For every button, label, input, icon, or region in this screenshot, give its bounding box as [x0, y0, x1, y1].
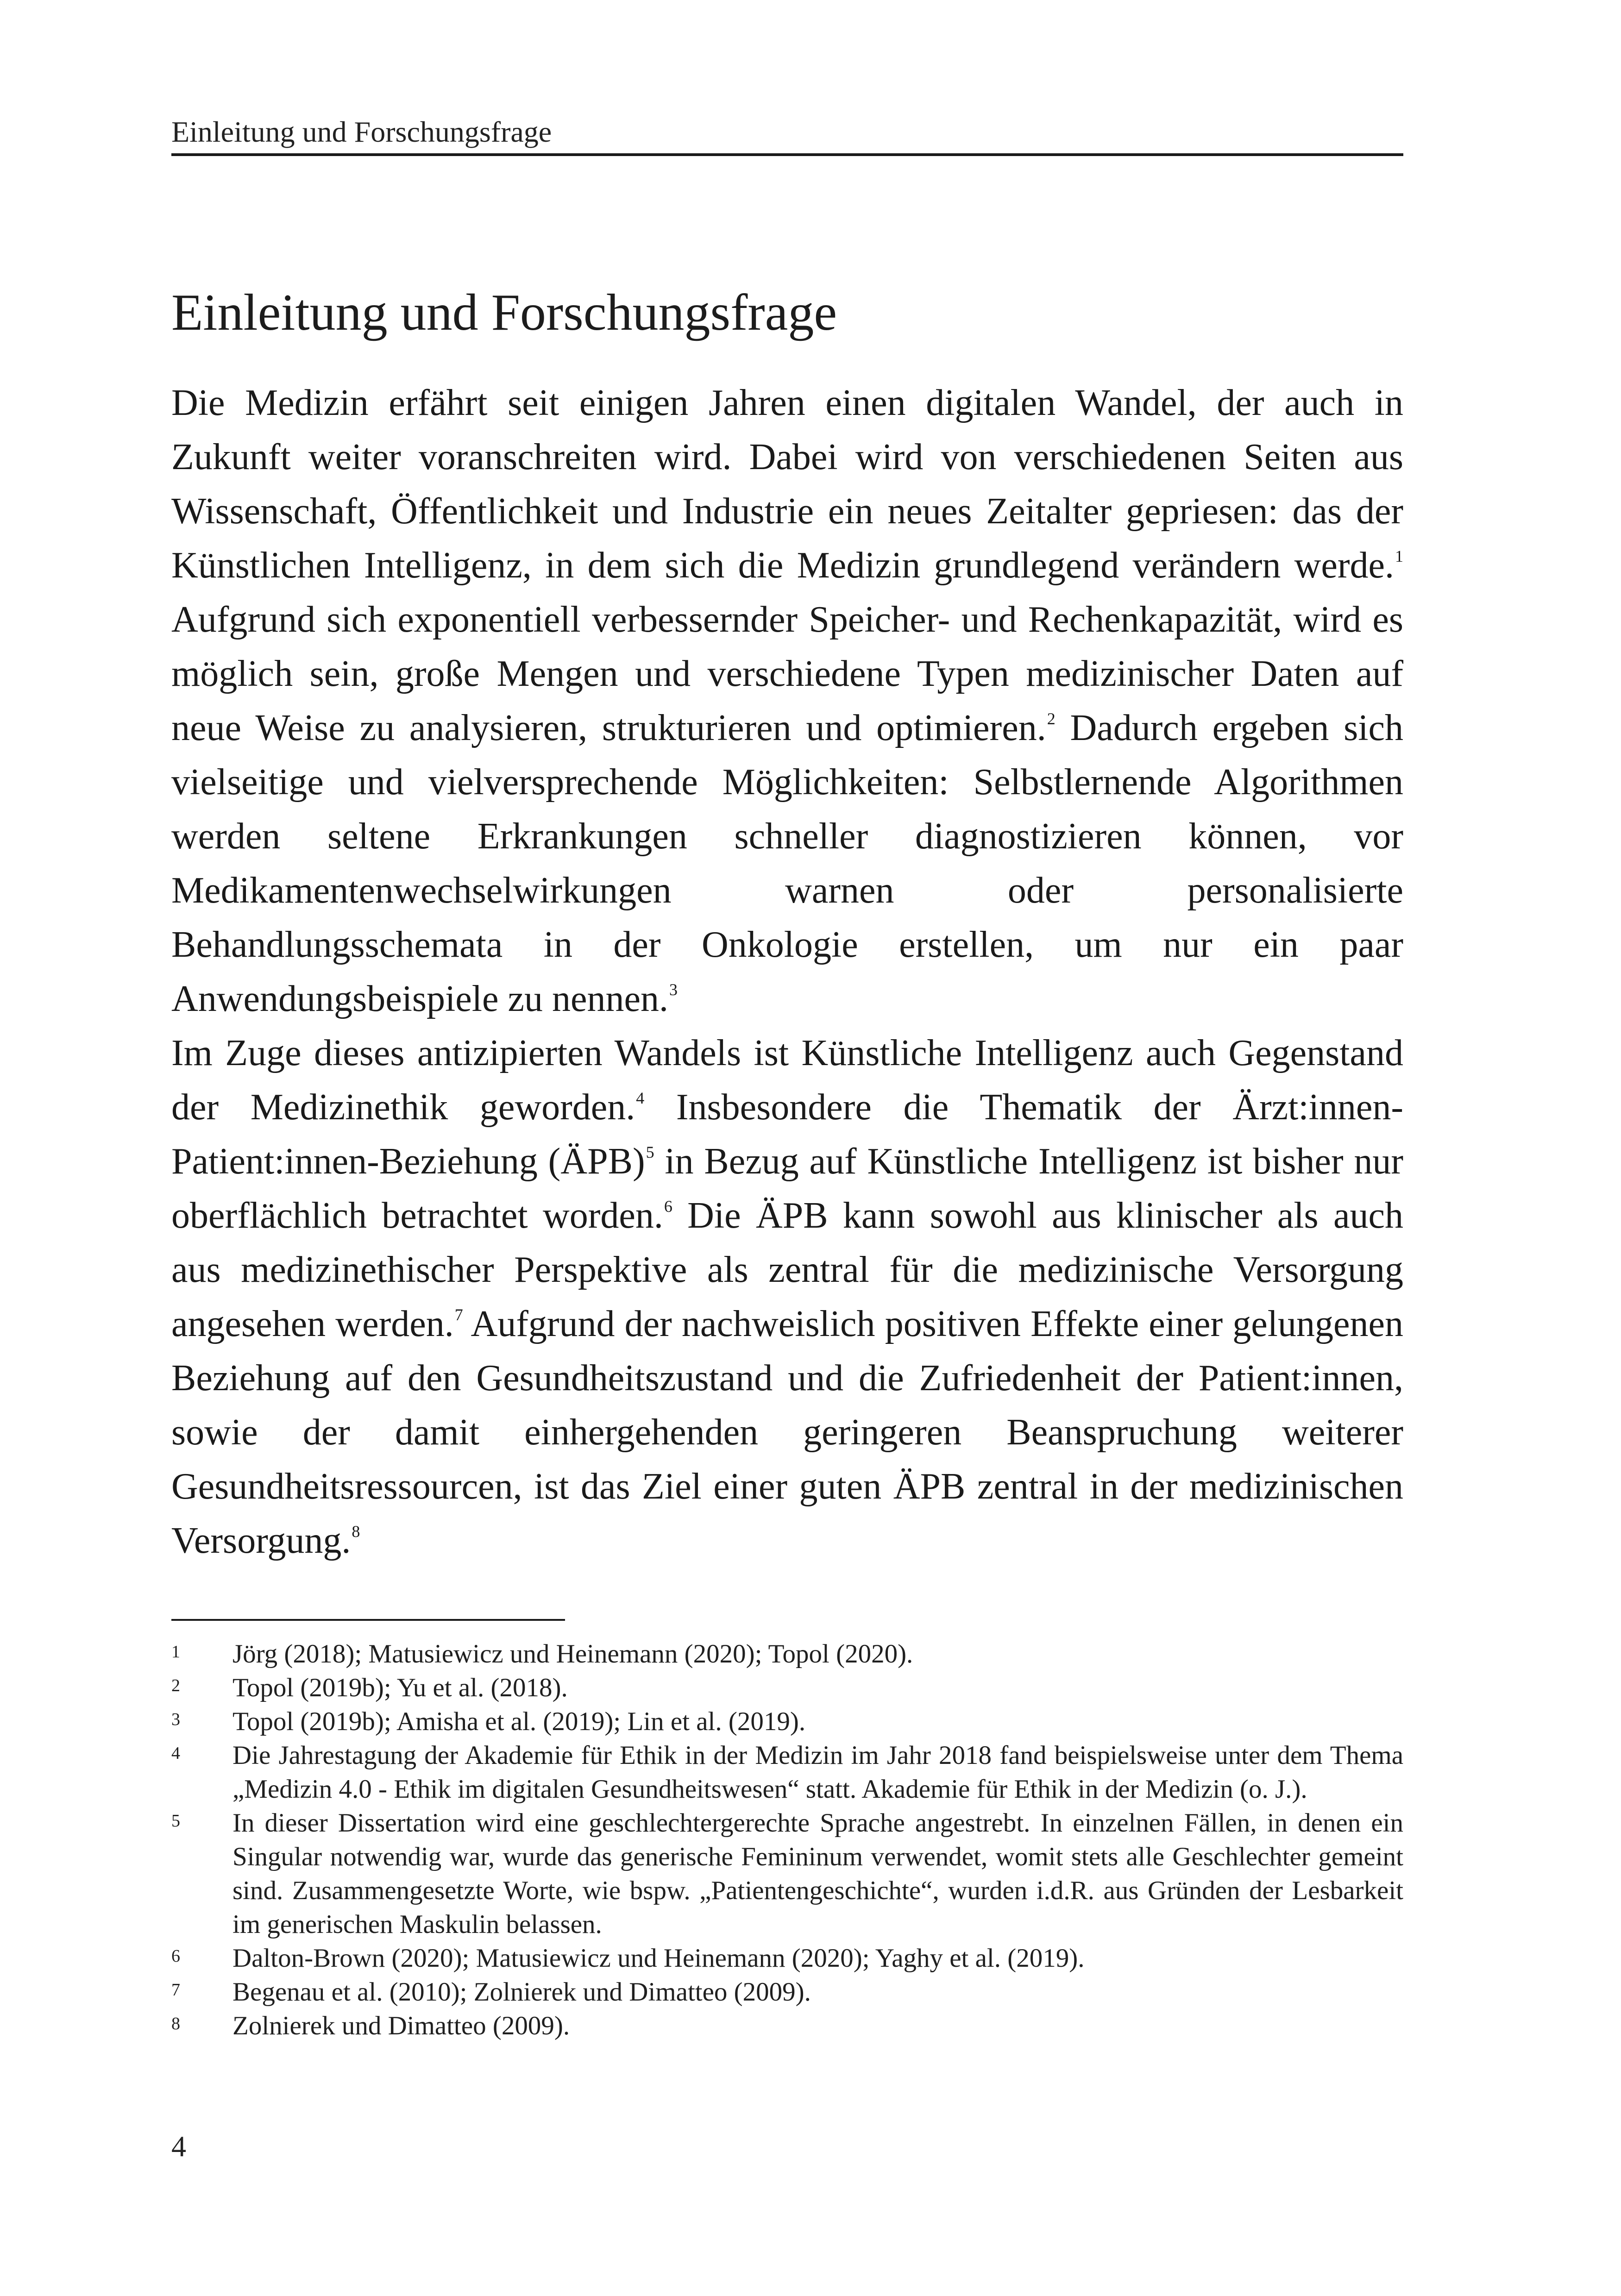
footnote-ref-3[interactable]: 3 [669, 980, 678, 999]
footnote-5 [171, 1806, 1403, 1941]
paragraph-2 [171, 1026, 1403, 1568]
running-header: Einleitung und Forschungsfrage [171, 115, 552, 148]
footnote-ref-6[interactable]: 6 [664, 1197, 672, 1216]
paragraph-2-text: in Bezug auf Künstliche Intelligenz ist bisher nur oberflächlich betrachtet worden. [171, 1141, 1403, 1236]
footnote-number: 7 [171, 1980, 180, 2000]
footnote-7 [171, 1975, 1403, 2009]
footnote-ref-1[interactable]: 1 [1395, 546, 1403, 565]
footnote-text: Begenau et al. (2010); Zolnierek und Dimatteo (2009). [232, 1977, 811, 2007]
footnote-number: 5 [171, 1811, 180, 1831]
chapter-title: Einleitung und Forschungsfrage [171, 284, 837, 341]
footnote-ref-8[interactable]: 8 [352, 1522, 360, 1541]
footnote-rule [171, 1619, 565, 1621]
footnote-text: Jörg (2018); Matusiewicz und Heinemann (2020); Topol (2020). [232, 1639, 913, 1669]
paragraph-2-text: Im Zuge dieses antizipierten Wandels ist Künstliche Intelligenz auch Gegenstand der Medizinethik geworden. [171, 1033, 1403, 1128]
footnote-ref-4[interactable]: 4 [636, 1088, 645, 1107]
footnote-ref-2[interactable]: 2 [1047, 709, 1056, 728]
paragraph-2-text: Die ÄPB kann sowohl aus klinischer als auch aus medizinethischer Perspektive als zentral für die medizinische Versorgung angesehen werden. [171, 1195, 1403, 1344]
footnote-1 [171, 1637, 1403, 1671]
paragraph-1-text: Aufgrund sich exponentiell verbessernder Speicher- und Rechenkapazität, wird es möglich sein, große Mengen und verschiedene Typen medizinischer Daten auf neue Weise zu analysieren, strukturieren und optimieren. [171, 599, 1403, 748]
footnote-8 [171, 2009, 1403, 2043]
body-text [171, 376, 1403, 1568]
footnote-text: Die Jahrestagung der Akademie für Ethik in der Medizin im Jahr 2018 fand beispielsweise unter dem Thema „Medizin 4.0 - Ethik im digitalen Gesundheitswesen“ statt. Akademie für Ethik in der Medizin (o. J.). [232, 1741, 1403, 1804]
footnote-2 [171, 1671, 1403, 1705]
footnote-ref-7[interactable]: 7 [454, 1305, 463, 1324]
footnote-number: 3 [171, 1710, 180, 1729]
footnote-number: 1 [171, 1642, 180, 1662]
paragraph-1-text: Die Medizin erfährt seit einigen Jahren einen digitalen Wandel, der auch in Zukunft weiter voranschreiten wird. Dabei wird von verschiedenen Seiten aus Wissenschaft, Öffentlichkeit und Industrie ein neues Zeitalter gepriesen: das der Künstlichen Intelligenz, in dem sich die Medizin grundlegend verändern werde. [171, 383, 1403, 586]
footnote-6 [171, 1941, 1403, 1975]
paragraph-1-text: Dadurch ergeben sich vielseitige und vielversprechende Möglichkeiten: Selbstlernende Algorithmen werden seltene Erkrankungen schneller diagnostizieren können, vor Medikamentenwechselwirkungen warnen oder personalisierte Behandlungsschemata in der Onkologie erstellen, um nur ein paar Anwendungsbeispiele zu nennen. [171, 708, 1404, 1019]
footnote-ref-5[interactable]: 5 [646, 1142, 654, 1161]
paragraph-2-text: Insbesondere die Thematik der Ärzt:innen-Patient:innen-Beziehung (ÄPB) [171, 1087, 1403, 1182]
footnote-text: Topol (2019b); Yu et al. (2018). [232, 1673, 568, 1702]
paragraph-2-text: Aufgrund der nachweislich positiven Effekte einer gelungenen Beziehung auf den Gesundheitszustand und die Zufriedenheit der Patient:innen, sowie der damit einhergehenden geringeren Beanspruchung weiterer Gesundheitsressourcen, ist das Ziel einer guten ÄPB zentral in der medizinischen Versorgung. [171, 1304, 1403, 1561]
footnote-text: In dieser Dissertation wird eine geschlechtergerechte Sprache angestrebt. In einzelnen Fällen, in denen ein Singular notwendig war, wurde das generische Femininum verwendet, womit stets alle Geschlechter gemeint sind. Zusammengesetzte Worte, wie bspw. „Patientengeschichte“, wurden i.d.R. aus Gründen der Lesbarkeit im generischen Maskulin belassen. [232, 1808, 1403, 1939]
footnote-4 [171, 1738, 1403, 1806]
footnote-number: 2 [171, 1676, 180, 1695]
footnote-3 [171, 1705, 1403, 1738]
page-number: 4 [171, 2130, 186, 2163]
header-rule [171, 153, 1403, 156]
footnote-number: 8 [171, 2014, 180, 2033]
footnote-text: Zolnierek und Dimatteo (2009). [232, 2011, 570, 2040]
footnote-text: Topol (2019b); Amisha et al. (2019); Lin et al. (2019). [232, 1707, 806, 1736]
footnote-text: Dalton-Brown (2020); Matusiewicz und Heinemann (2020); Yaghy et al. (2019). [232, 1944, 1085, 1973]
footnotes [171, 1637, 1403, 2043]
paragraph-1 [171, 376, 1403, 1026]
footnote-number: 4 [171, 1744, 180, 1763]
footnote-number: 6 [171, 1946, 180, 1966]
